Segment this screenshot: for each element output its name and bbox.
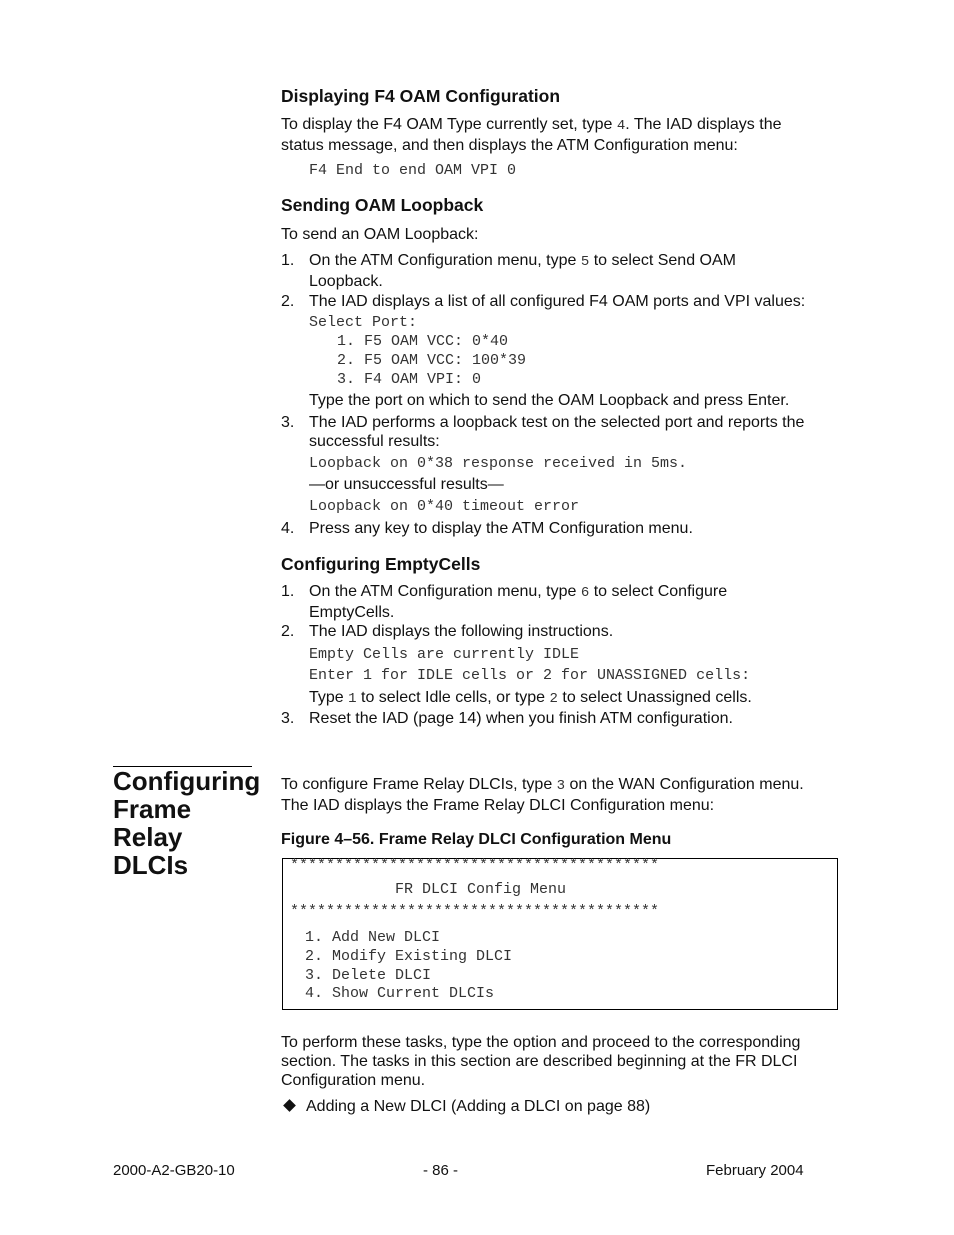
item-number: 1. (281, 583, 295, 600)
heading-emptycells: Configuring EmptyCells (281, 554, 481, 574)
text: The IAD performs a loopback test on the selected port and reports the (309, 414, 805, 431)
text: On the ATM Configuration menu, type (309, 583, 581, 600)
code-inline: 4 (616, 118, 626, 134)
text: The IAD displays a list of all configured F4 OAM ports and VPI values: (309, 293, 806, 310)
menu-item: 1. Add New DLCI (305, 929, 441, 946)
text: Configuration menu. (281, 1072, 426, 1089)
list-item (281, 519, 841, 538)
item-number: 4. (281, 520, 295, 537)
text: to select Send OAM (589, 252, 736, 269)
item-number: 3. (281, 414, 295, 431)
menu-stars-top: ***************************************** (290, 857, 660, 874)
list-item (281, 582, 841, 622)
item-number: 1. (281, 252, 295, 269)
code-f4-status: F4 End to end OAM VPI 0 (309, 162, 517, 179)
footer-date: February 2004 (706, 1162, 804, 1179)
code-empty-cells: Empty Cells are currently IDLE (309, 646, 580, 663)
text: The IAD displays the Frame Relay DLCI Configuration menu: (281, 797, 715, 814)
text: status message, and then displays the ATM Configuration menu: (281, 137, 738, 154)
footer-doc-number: 2000-A2-GB20-10 (113, 1162, 235, 1179)
menu-screen-box (282, 858, 838, 1010)
diamond-bullet-icon (283, 1099, 296, 1112)
intro-oam-loopback: To send an OAM Loopback: (281, 226, 479, 243)
list-item (281, 413, 841, 451)
side-heading-frame-relay (113, 766, 261, 880)
menu-item: 4. Show Current DLCIs (305, 985, 495, 1002)
code-inline: 2 (549, 691, 558, 707)
paragraph-tasks (281, 1033, 851, 1090)
side-heading-line: DLCIs (113, 850, 189, 880)
code-inline: 1 (348, 691, 357, 707)
instruction-type-cells (309, 688, 752, 709)
side-heading-line: Frame (113, 794, 192, 824)
menu-title: FR DLCI Config Menu (395, 881, 567, 898)
text: to select Idle cells, or type (356, 689, 550, 706)
text: To perform these tasks, type the option and proceed to the corresponding (281, 1034, 801, 1051)
text: section. The tasks in this section are described beginning at the FR DLCI (281, 1053, 798, 1070)
text: Type (309, 689, 349, 706)
instruction-type-port: Type the port on which to send the OAM Loopback and press Enter. (309, 392, 790, 409)
list-item (281, 622, 841, 641)
text: Loopback. (309, 273, 383, 290)
code-port-1: 1. F5 OAM VCC: 0*40 (337, 333, 509, 350)
text: to select Configure (589, 583, 728, 600)
code-port-3: 3. F4 OAM VPI: 0 (337, 371, 482, 388)
bullet-item (281, 1097, 650, 1116)
text: on the WAN Configuration menu. (565, 776, 804, 793)
item-number: 2. (281, 623, 295, 640)
text: Adding a New DLCI ( (306, 1098, 457, 1115)
code-select-port: Select Port: (309, 314, 418, 331)
footer-page-number: - 86 - (423, 1162, 459, 1179)
menu-stars-bottom: ***************************************** (290, 903, 660, 920)
text: To configure Frame Relay DLCIs, type (281, 776, 557, 793)
or-text: —or unsuccessful results— (309, 476, 504, 493)
list-item (281, 709, 841, 728)
paragraph-f4-oam (281, 115, 841, 155)
link-adding-dlci[interactable]: Adding a DLCI (456, 1098, 561, 1115)
figure-caption: Figure 4–56. Frame Relay DLCI Configuration Menu (281, 831, 672, 848)
code-inline: 6 (580, 585, 590, 601)
code-port-2: 2. F5 OAM VCC: 100*39 (337, 352, 527, 369)
code-inline: 5 (580, 254, 590, 270)
text: On the ATM Configuration menu, type (309, 252, 581, 269)
text: To display the F4 OAM Type currently set, type (281, 116, 617, 133)
text: EmptyCells. (309, 604, 395, 621)
code-inline: 3 (556, 778, 566, 794)
text: The IAD displays the following instructions. (309, 623, 614, 640)
list-item (281, 292, 841, 311)
code-enter-cells: Enter 1 for IDLE cells or 2 for UNASSIGNED cells: (309, 667, 751, 684)
text: successful results: (309, 433, 440, 450)
heading-oam-loopback: Sending OAM Loopback (281, 195, 484, 215)
text: . The IAD displays the (625, 116, 782, 133)
list-item (281, 251, 841, 291)
text: on page 88) (560, 1098, 651, 1115)
item-number: 2. (281, 293, 295, 310)
item-number: 3. (281, 710, 295, 727)
text: Press any key to display the ATM Configuration menu. (309, 520, 693, 537)
code-loopback-success: Loopback on 0*38 response received in 5ms. (309, 455, 688, 472)
heading-f4-oam: Displaying F4 OAM Configuration (281, 86, 561, 106)
side-heading-line: Configuring (113, 766, 261, 796)
side-heading-line: Relay (113, 822, 183, 852)
menu-item: 2. Modify Existing DLCI (305, 948, 513, 965)
paragraph-frame-relay (281, 775, 851, 815)
text: to select Unassigned cells. (557, 689, 752, 706)
text: Reset the IAD (page 14) when you finish ATM configuration. (309, 710, 733, 727)
menu-item: 3. Delete DLCI (305, 967, 432, 984)
code-loopback-fail: Loopback on 0*40 timeout error (309, 498, 580, 515)
